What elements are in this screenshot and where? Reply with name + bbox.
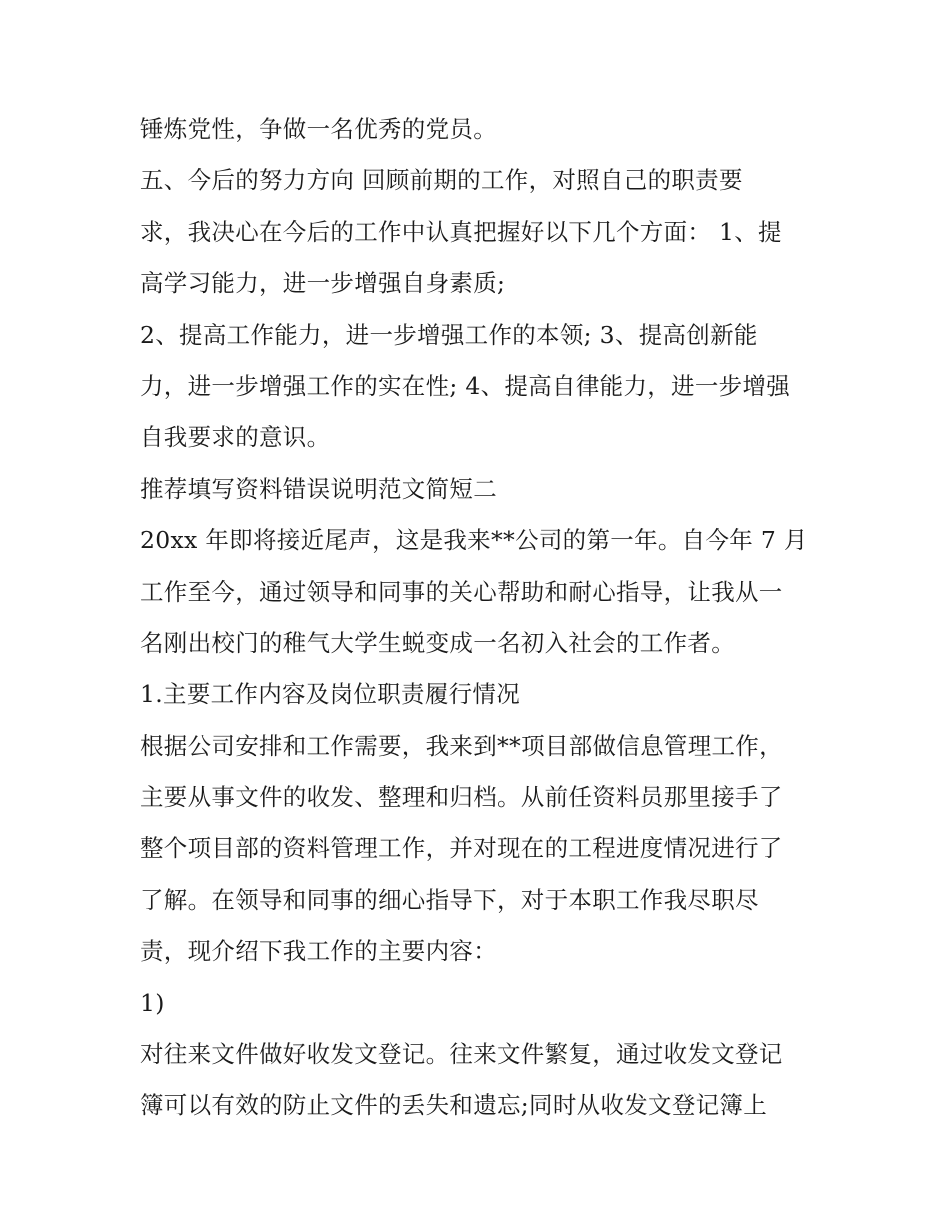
text-line: 根据公司安排和工作需要，我来到**项目部做信息管理工作， bbox=[140, 731, 783, 760]
section-heading: 1.主要工作内容及岗位职责履行情况 bbox=[140, 680, 521, 709]
text-line: 工作至今，通过领导和同事的关心帮助和耐心指导，让我从一 bbox=[140, 577, 783, 606]
text-line: 责，现介绍下我工作的主要内容： bbox=[140, 937, 497, 966]
text-line: 对往来文件做好收发文登记。往来文件繁复，通过收发文登记 bbox=[140, 1040, 783, 1069]
text-line: 名刚出校门的稚气大学生蜕变成一名初入社会的工作者。 bbox=[140, 628, 735, 657]
text-line: 自我要求的意识。 bbox=[140, 423, 331, 452]
text-line: 主要从事文件的收发、整理和归档。从前任资料员那里接手了 bbox=[140, 783, 783, 812]
text-line: 高学习能力，进一步增强自身素质; bbox=[140, 269, 506, 298]
section-heading: 五、今后的努力方向 回顾前期的工作，对照自己的职责要 bbox=[140, 166, 743, 195]
text-line: 力，进一步增强工作的实在性; 4、提高自律能力，进一步增强 bbox=[140, 371, 791, 400]
text-line: 整个项目部的资料管理工作，并对现在的工程进度情况进行了 bbox=[140, 834, 783, 863]
text-line: 锤炼党性，争做一名优秀的党员。 bbox=[140, 115, 497, 143]
text-line: 20xx 年即将接近尾声，这是我来**公司的第一年。自今年 7 月 bbox=[140, 526, 808, 555]
document-body bbox=[140, 104, 820, 1132]
text-line: 簿可以有效的防止文件的丢失和遗忘;同时从收发文登记簿上 bbox=[140, 1091, 768, 1120]
list-marker: 1) bbox=[140, 988, 165, 1017]
document-subtitle: 推荐填写资料错误说明范文简短二 bbox=[140, 474, 497, 503]
text-line: 求，我决心在今后的工作中认真把握好以下几个方面： 1、提 bbox=[140, 217, 782, 246]
text-line: 了解。在领导和同事的细心指导下，对于本职工作我尽职尽 bbox=[140, 885, 759, 914]
text-line: 2、提高工作能力，进一步增强工作的本领; 3、提高创新能 bbox=[140, 320, 758, 349]
